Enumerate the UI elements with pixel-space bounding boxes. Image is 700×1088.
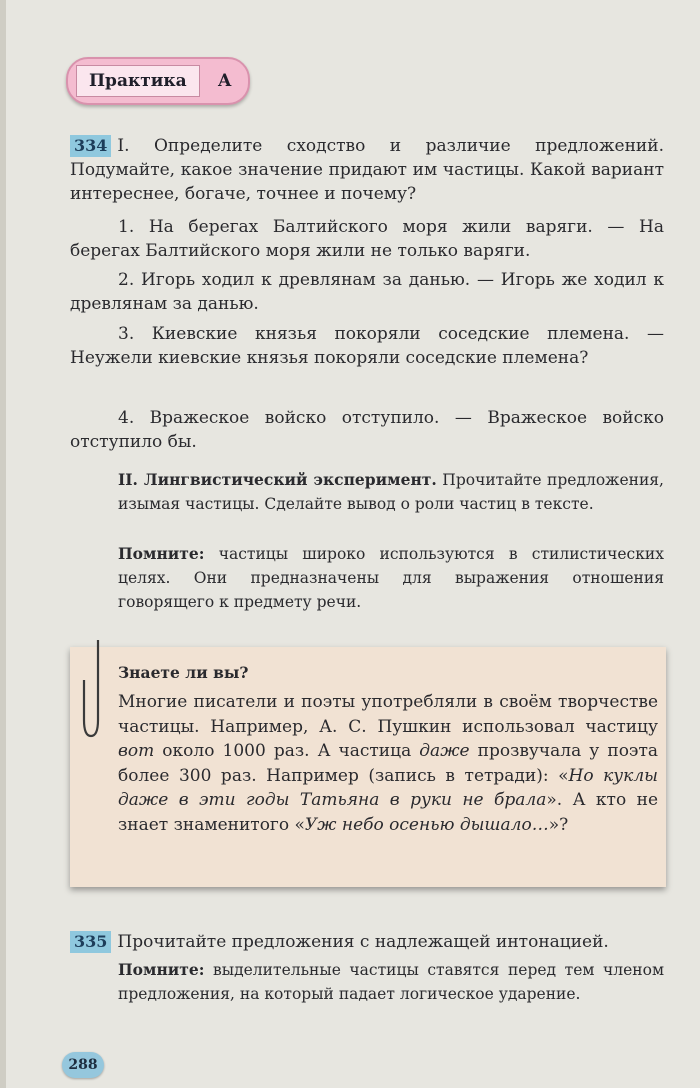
exercise-number: 335 [70,931,111,953]
section-label: Практика [76,65,200,97]
remember-note [118,542,664,614]
info-text-part: прозвучала у поэта более 300 раз. Например (запись в тетради): « [118,741,658,786]
info-text-part: »? [548,814,569,835]
page-edge [0,0,6,1088]
info-text-part: ». А кто не знает знаменитого « [118,790,659,835]
example-2: 2. Игорь ходил к древлянам за данью. — Игорь же ходил к древлянам за данью. [70,270,664,314]
info-box-text [118,690,658,837]
example-3: 3. Киевские князья покоряли соседские племена. — Неужели киевские князья покоряли соседские племена? [70,324,664,368]
info-italic-word: даже [419,741,470,761]
task1-text: I. Определите сходство и различие предложений. Подумайте, какое значение придают им частицы. Какой вариант интереснее, богаче, точнее и почему? [70,136,664,204]
exercise-335-task [70,930,664,954]
example-1: 1. На берегах Балтийского моря жили варяги. — На берегах Балтийского моря жили не только варяги. [70,217,664,261]
remember-note-335 [118,958,664,1006]
remember-text: частицы широко используются в стилистических целях. Они предназначены для выражения отношения говорящего к предмету речи. [118,545,664,611]
info-italic-word: вот [118,741,155,761]
info-box-title: Знаете ли вы? [118,663,249,682]
info-text-part: около 1000 раз. А частица [154,741,420,761]
info-italic-quote: Но куклы даже в эти годы Татьяна в руки не брала [118,765,658,810]
level-badge: А [217,71,232,91]
remember-lead: Помните: [118,960,205,979]
page-number: 288 [62,1052,104,1078]
task-text: Прочитайте предложения с надлежащей интонацией. [117,932,609,952]
paperclip-icon [82,636,110,746]
remember-lead: Помните: [118,544,205,563]
exercise-334-task1 [70,134,664,206]
task2-lead: II. Лингвистический эксперимент. [118,470,437,489]
task2-text: Прочитайте предложения, изымая частицы. Сделайте вывод о роли частиц в тексте. [118,471,664,513]
remember-text: выделительные частицы ставятся перед тем членом предложения, на который падает логическое ударение. [118,961,664,1003]
section-pill [66,57,250,105]
section-tag [66,58,250,104]
task2 [118,468,664,516]
info-text-part: Многие писатели и поэты употребляли в своём творчестве частицы. Например, А. С. Пушкин использовал частицу [118,692,658,737]
example-4: 4. Вражеское войско отступило. — Вражеское войско отступило бы. [70,408,664,452]
exercise-number: 334 [70,135,111,157]
info-italic-quote: Уж небо осенью дышало… [304,814,549,835]
